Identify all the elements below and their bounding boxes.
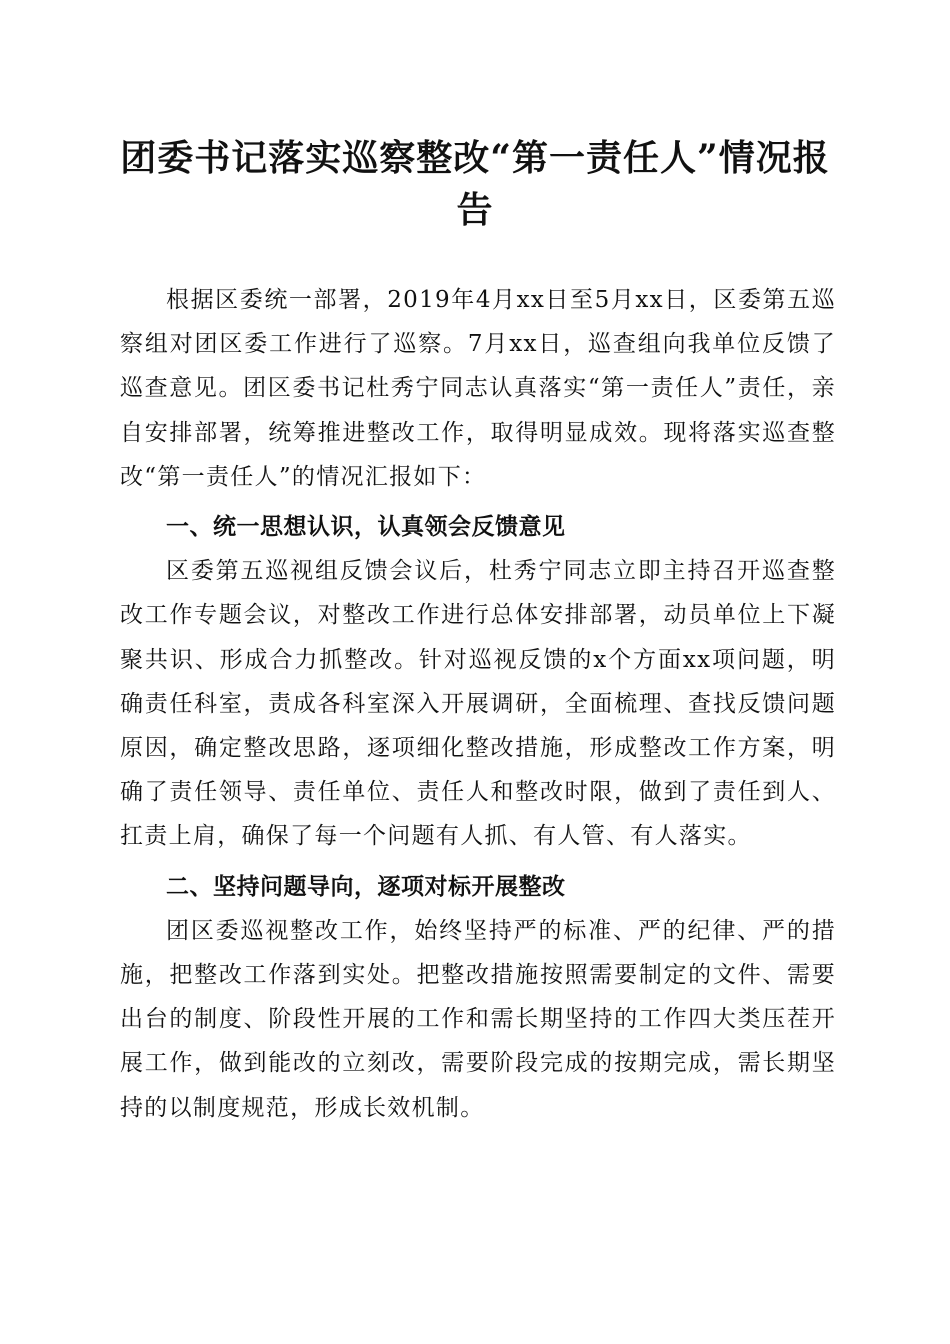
document-title: 团委书记落实巡察整改“第一责任人”情况报告 — [120, 137, 830, 231]
section-body-1: 区委第五巡视组反馈会议后，杜秀宁同志立即主持召开巡查整改工作专题会议，对整改工作进行总体安排部署，动员单位上下凝聚共识、形成合力抓整改。针对巡视反馈的x个方面xx项问题，明确责任科室，责成各科室深入开展调研，全面梳理、查找反馈问题原因，确定整改思路，逐项细化整改措施，形成整改工作方案，明确了责任领导、责任单位、责任人和整改时限，做到了责任到人、扛责上肩，确保了每一个问题有人抓、有人管、有人落实。 — [120, 558, 836, 850]
document-body — [120, 278, 836, 1130]
section-heading-1: 一、统一思想认识，认真领会反馈意见 — [166, 514, 566, 541]
section-body-2: 团区委巡视整改工作，始终坚持严的标准、严的纪律、严的措施，把整改工作落到实处。把整改措施按照需要制定的文件、需要出台的制度、阶段性开展的工作和需长期坚持的工作四大类压茬开展工作，做到能改的立刻改，需要阶段完成的按期完成，需长期坚持的以制度规范，形成长效机制。 — [120, 917, 836, 1121]
intro-paragraph: 根据区委统一部署，2019年4月xx日至5月xx日，区委第五巡察组对团区委工作进行了巡察。7月xx日，巡查组向我单位反馈了巡查意见。团区委书记杜秀宁同志认真落实“第一责任人”责任，亲自安排部署，统筹推进整改工作，取得明显成效。现将落实巡查整改“第一责任人”的情况汇报如下： — [120, 287, 836, 490]
section-heading-2: 二、坚持问题导向，逐项对标开展整改 — [166, 873, 566, 900]
